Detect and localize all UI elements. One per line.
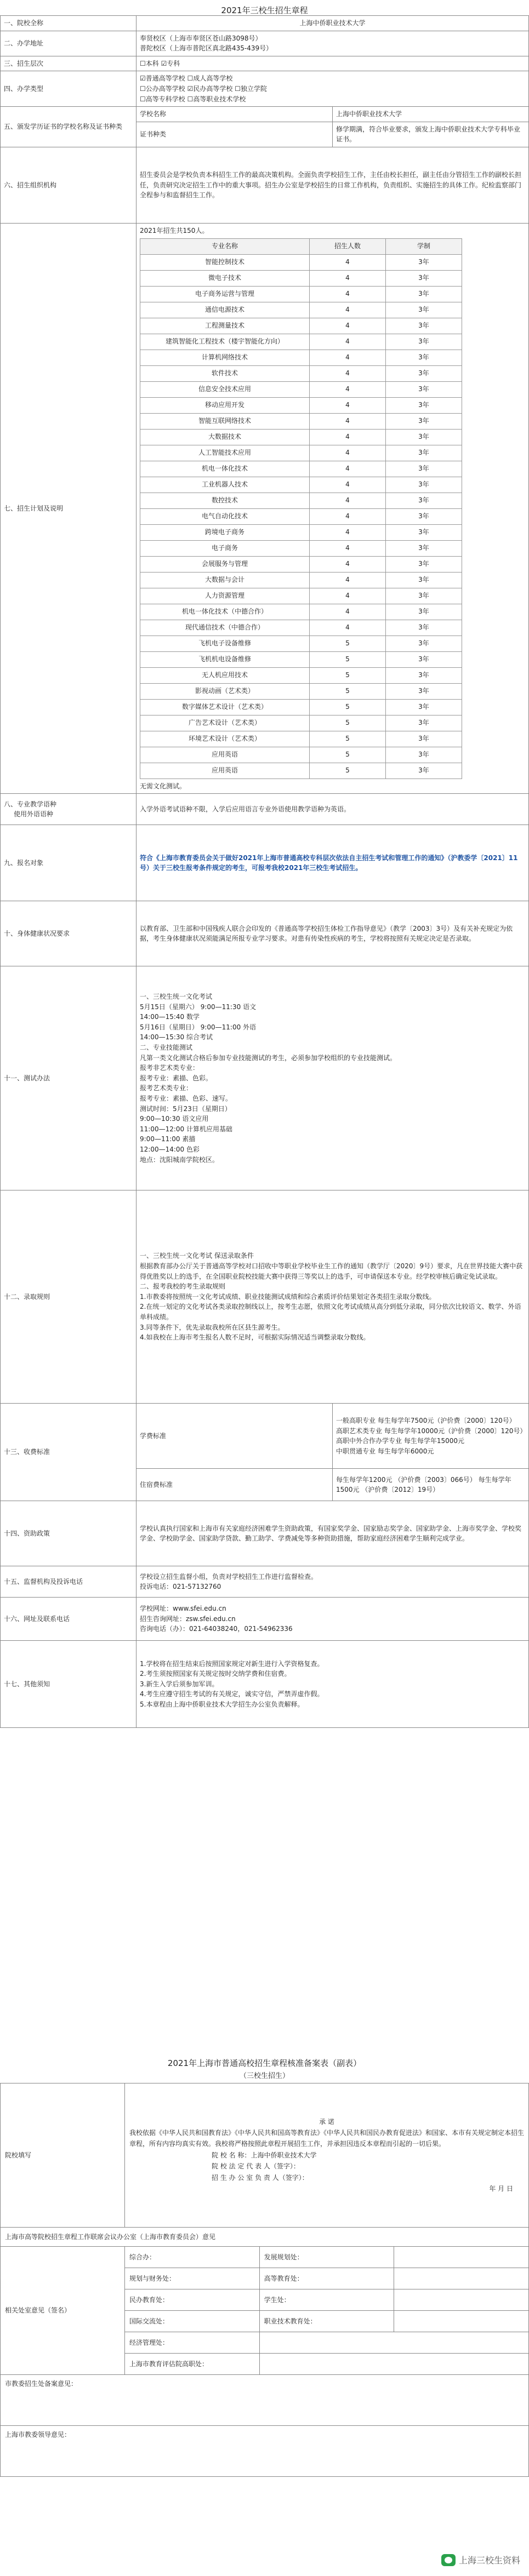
type-value bbox=[136, 71, 529, 107]
test-line: 地点：沈阳城南学院校区。 bbox=[140, 1155, 219, 1164]
major-name-cell: 机电一体化技术（中德合作） bbox=[140, 604, 310, 620]
plan-cell bbox=[136, 223, 529, 793]
major-name-cell: 人工智能技术应用 bbox=[140, 445, 310, 461]
major-count-cell: 5 bbox=[310, 715, 386, 731]
stmt-label: 院校填写 bbox=[1, 2083, 125, 2228]
table-row bbox=[140, 620, 462, 636]
type-line: ☐公办高等学校 ☑民办高等学校 ☐独立学院 bbox=[140, 84, 267, 93]
test-line: 14:00—15:30 综合考试 bbox=[140, 1033, 213, 1041]
health-text: 以教育部、卫生部和中国残疾人联合会印发的《普通高等学校招生体检工作指导意见》（教学〔2003〕3号）及有关补充规定为依据，考生身体健康状况须能满足所报专业学习要求。对患有传染性疾病的考生，学校将按照有关规定决定是否录取。 bbox=[136, 901, 529, 966]
admit-line: 一、三校生统一文化考试 保送录取条件 bbox=[140, 1252, 254, 1260]
table-row bbox=[140, 461, 462, 477]
table-row bbox=[140, 302, 462, 318]
table-row bbox=[140, 286, 462, 302]
school-name-label: 一、院校全称 bbox=[1, 16, 136, 31]
major-name-cell: 数字媒体艺术设计（艺术类） bbox=[140, 699, 310, 715]
table-row bbox=[140, 270, 462, 286]
table-row bbox=[140, 397, 462, 413]
table-row bbox=[140, 540, 462, 556]
major-name-cell: 会展服务与管理 bbox=[140, 556, 310, 572]
test-label: 十一、测试办法 bbox=[1, 966, 136, 1190]
type-line: ☐高等专科学校 ☐高等职业技术学校 bbox=[140, 95, 246, 103]
majors-header-name: 专业名称 bbox=[140, 238, 310, 254]
test-line: 凡第一类文化测试合格后参加专业技能测试的考生，必须参加学校组织的专业技能测试。 bbox=[140, 1054, 397, 1062]
cert-school-label: 学校名称 bbox=[136, 107, 333, 122]
major-count-cell: 4 bbox=[310, 508, 386, 524]
dept-right: 高等教育处： bbox=[259, 2268, 394, 2289]
table-row bbox=[140, 556, 462, 572]
major-name-cell: 飞机机电设备维修 bbox=[140, 651, 310, 667]
major-name-cell: 环境艺术设计（艺术类） bbox=[140, 731, 310, 747]
cert-label: 五、颁发学历证书的学校名称及证书种类 bbox=[1, 107, 136, 147]
major-name-cell: 建筑智能化工程技术（楼宇智能化方向） bbox=[140, 334, 310, 350]
aid-label: 十四、资助政策 bbox=[1, 1501, 136, 1566]
watermark-text: 上海三校生资料 bbox=[458, 2555, 520, 2566]
address-label: 二、办学地址 bbox=[1, 31, 136, 56]
major-name-cell: 工程测量技术 bbox=[140, 318, 310, 334]
major-name-cell: 应用英语 bbox=[140, 747, 310, 763]
major-years-cell: 3年 bbox=[386, 731, 462, 747]
major-count-cell: 4 bbox=[310, 365, 386, 381]
major-years-cell: 3年 bbox=[386, 572, 462, 588]
target-text: 符合《上海市教育委员会关于做好2021年上海市普通高校专科层次依法自主招生考试和管理工作的通知》（沪教委学〔2021〕11号）关于三校生报考条件规定的考生，可报考我校2021年三校生考试招生。 bbox=[136, 825, 529, 901]
major-years-cell: 3年 bbox=[386, 620, 462, 636]
major-name-cell: 应用英语 bbox=[140, 763, 310, 778]
major-count-cell: 5 bbox=[310, 667, 386, 683]
major-years-cell: 3年 bbox=[386, 636, 462, 651]
complaint-label: 十五、监督机构及投诉电话 bbox=[1, 1566, 136, 1598]
major-years-cell: 3年 bbox=[386, 683, 462, 699]
major-name-cell: 电子商务 bbox=[140, 540, 310, 556]
major-count-cell: 4 bbox=[310, 461, 386, 477]
major-count-cell: 4 bbox=[310, 270, 386, 286]
fee-tuition-label: 学费标准 bbox=[136, 1404, 333, 1469]
major-years-cell: 3年 bbox=[386, 270, 462, 286]
major-count-cell: 5 bbox=[310, 763, 386, 778]
major-years-cell: 3年 bbox=[386, 556, 462, 572]
test-line: 9:00—11:00 素描 bbox=[140, 1135, 196, 1143]
other-label: 十七、其他须知 bbox=[1, 1641, 136, 1728]
major-count-cell: 5 bbox=[310, 699, 386, 715]
major-name-cell: 机电一体化技术 bbox=[140, 461, 310, 477]
table-row bbox=[140, 636, 462, 651]
admit-line: 4.如我校在上海市考生报名人数不足时，可根据实际情况适当调整录取分数线。 bbox=[140, 1333, 370, 1342]
other-line: 2.考生须按照国家有关规定按时交纳学费和住宿费。 bbox=[140, 1670, 291, 1678]
table-row bbox=[140, 477, 462, 493]
dept-right: 发展规划处： bbox=[259, 2247, 394, 2268]
major-years-cell: 3年 bbox=[386, 286, 462, 302]
admit-line: 根据教育部办公厅关于普通高等学校对口招收中等职业学校毕业生工作的通知（教学厅〔2020〕9号）要求，凡在世界技能大赛中获得优胜奖以上的选手，在全国职业院校技能大赛中获得三等奖以上的选手，可申请保送本专业。经学校审核后确定免试录取。 bbox=[140, 1262, 523, 1280]
appendix-table bbox=[0, 2083, 529, 2477]
major-years-cell: 3年 bbox=[386, 461, 462, 477]
review-label: 上海市高等院校招生章程工作联席会议办公室（上海市教育委员会）意见 bbox=[1, 2228, 529, 2247]
contact-cell: 学校网址：www.sfei.edu.cn 招生咨询网址：zsw.sfei.edu.cn 咨询电话（办）：021-64038240，021-54962336 bbox=[136, 1598, 529, 1641]
test-line: 报考专业：素描、色彩。 bbox=[140, 1074, 213, 1082]
table-row bbox=[140, 318, 462, 334]
major-name-cell: 跨境电子商务 bbox=[140, 524, 310, 540]
major-count-cell: 4 bbox=[310, 350, 386, 365]
major-years-cell: 3年 bbox=[386, 524, 462, 540]
major-years-cell: 3年 bbox=[386, 413, 462, 429]
table-row bbox=[140, 588, 462, 604]
test-line: 一、三校生统一文化考试 bbox=[140, 993, 213, 1001]
dept-right: 职业技术教育处： bbox=[259, 2311, 394, 2332]
major-years-cell: 3年 bbox=[386, 254, 462, 270]
admit-line: 1.市教委将按照统一文化考试成绩、职业技能测试成绩和综合素质评价结果划定各类招生录取分数线。 bbox=[140, 1292, 436, 1301]
appendix-title: 2021年上海市普通高校招生章程核准备案表（副表） bbox=[167, 2058, 362, 2068]
major-years-cell: 3年 bbox=[386, 588, 462, 604]
fee-dorm-label: 住宿费标准 bbox=[136, 1469, 333, 1501]
cert-type-label: 证书种类 bbox=[136, 122, 333, 147]
table-row bbox=[140, 699, 462, 715]
majors-header-years: 学制 bbox=[386, 238, 462, 254]
major-count-cell: 4 bbox=[310, 445, 386, 461]
major-years-cell: 3年 bbox=[386, 604, 462, 620]
major-count-cell: 4 bbox=[310, 334, 386, 350]
lang-label: 八、专业教学语种 使用外语语种 bbox=[1, 794, 136, 825]
major-years-cell: 3年 bbox=[386, 477, 462, 493]
contact-label: 十六、网址及联系电话 bbox=[1, 1598, 136, 1641]
plan-intro: 2021年招生共150人。 bbox=[140, 226, 209, 234]
major-count-cell: 4 bbox=[310, 620, 386, 636]
watermark-logo bbox=[441, 2554, 520, 2566]
major-years-cell: 3年 bbox=[386, 445, 462, 461]
major-name-cell: 广告艺术设计（艺术类） bbox=[140, 715, 310, 731]
major-count-cell: 4 bbox=[310, 397, 386, 413]
test-line: 5月15日（星期六） 9:00—11:30 语文 bbox=[140, 1003, 257, 1011]
major-years-cell: 3年 bbox=[386, 429, 462, 445]
test-line: 二、专业技能测试 bbox=[140, 1044, 193, 1052]
dept-left: 国际交流处： bbox=[125, 2311, 260, 2332]
table-row bbox=[140, 254, 462, 270]
table-row bbox=[140, 429, 462, 445]
major-name-cell: 现代通信技术（中德合作） bbox=[140, 620, 310, 636]
document-title: 2021年三校生招生章程 bbox=[221, 5, 308, 15]
major-count-cell: 4 bbox=[310, 413, 386, 429]
level-label: 三、招生层次 bbox=[1, 56, 136, 71]
admit-line: 3.同等条件下，优先录取我校所在区县生源考生。 bbox=[140, 1323, 285, 1331]
table-row bbox=[140, 763, 462, 778]
major-count-cell: 4 bbox=[310, 572, 386, 588]
major-years-cell: 3年 bbox=[386, 747, 462, 763]
major-name-cell: 智能互联网络技术 bbox=[140, 413, 310, 429]
major-years-cell: 3年 bbox=[386, 318, 462, 334]
table-row bbox=[140, 413, 462, 429]
type-line: ☑普通高等学校 ☐成人高等学校 bbox=[140, 75, 233, 83]
major-years-cell: 3年 bbox=[386, 381, 462, 397]
admit-line: 二、报考我校的考生录取规则 bbox=[140, 1283, 226, 1291]
test-line: 9:00—10:30 语文应用 bbox=[140, 1115, 209, 1123]
major-name-cell: 飞机电子设备维修 bbox=[140, 636, 310, 651]
major-years-cell: 3年 bbox=[386, 667, 462, 683]
dept-left: 经济管理处： bbox=[125, 2332, 260, 2354]
major-name-cell: 大数据与会计 bbox=[140, 572, 310, 588]
dept-left: 民办教育处： bbox=[125, 2289, 260, 2311]
major-years-cell: 3年 bbox=[386, 715, 462, 731]
major-years-cell: 3年 bbox=[386, 334, 462, 350]
dept-left: 规划与财务处： bbox=[125, 2268, 260, 2289]
major-count-cell: 4 bbox=[310, 302, 386, 318]
address-line: 奉贤校区（上海市奉贤区苍山路3098号） bbox=[140, 34, 262, 42]
major-count-cell: 4 bbox=[310, 604, 386, 620]
major-count-cell: 4 bbox=[310, 540, 386, 556]
test-line: 报考艺术类专业： bbox=[140, 1084, 193, 1092]
other-cell bbox=[136, 1641, 529, 1728]
other-line: 5.本章程由上海中侨职业技术大学招生办公室负责解释。 bbox=[140, 1701, 304, 1709]
major-years-cell: 3年 bbox=[386, 493, 462, 508]
table-row bbox=[140, 683, 462, 699]
table-row bbox=[140, 731, 462, 747]
target-label: 九、报名对象 bbox=[1, 825, 136, 901]
major-years-cell: 3年 bbox=[386, 350, 462, 365]
org-text: 招生委员会是学校负责本科招生工作的最高决策机构。全面负责学校招生工作，主任由校长担任，副主任由分管招生工作的副校长担任，负责研究决定招生工作中的重大事项。招生办公室是学校招生的日常工作机构，负责组织、实施招生的具体工作。纪检监察部门全程参与和监督招生工作。 bbox=[136, 147, 529, 223]
table-row bbox=[140, 381, 462, 397]
plan-label: 七、招生计划及说明 bbox=[1, 223, 136, 793]
lang-text: 入学外语考试语种不限，入学后应用语言专业外语使用教学语种为英语。 bbox=[136, 794, 529, 825]
major-count-cell: 4 bbox=[310, 477, 386, 493]
major-years-cell: 3年 bbox=[386, 397, 462, 413]
level-value: ☐本科 ☑专科 bbox=[136, 56, 529, 71]
major-name-cell: 电气自动化技术 bbox=[140, 508, 310, 524]
major-name-cell: 大数据技术 bbox=[140, 429, 310, 445]
major-count-cell: 4 bbox=[310, 429, 386, 445]
major-name-cell: 数控技术 bbox=[140, 493, 310, 508]
table-row bbox=[140, 493, 462, 508]
table-row bbox=[140, 604, 462, 620]
major-count-cell: 4 bbox=[310, 556, 386, 572]
other-line: 3.新生入学后须参加军训。 bbox=[140, 1680, 219, 1688]
major-count-cell: 4 bbox=[310, 588, 386, 604]
major-count-cell: 4 bbox=[310, 318, 386, 334]
table-row bbox=[140, 508, 462, 524]
stmt-cell: 承 诺 我校依据《中华人民共和国教育法》《中华人民共和国高等教育法》《中华人民共和国民办教育促进法》和国家、本市有关规定制定本招生章程，所有内容均真实有效。我校将严格按照此章程开展招生工作，并承担因违反本章程而引起的一切后果。 院 校 名 称：上海中侨职业技术大学 院 校 法 定 代 表 人（签字）： 招 生 办 公 室 负 责 人（签字）： 年 月 日 bbox=[125, 2083, 529, 2228]
fee-label: 十三、收费标准 bbox=[1, 1404, 136, 1501]
health-label: 十、身体健康状况要求 bbox=[1, 901, 136, 966]
table-row bbox=[140, 524, 462, 540]
table-row bbox=[140, 350, 462, 365]
dept-left: 上海市教育评估院高职处： bbox=[125, 2354, 260, 2375]
major-count-cell: 4 bbox=[310, 524, 386, 540]
fee-dorm-value: 每生每学年1200元 （沪价费〔2003〕066号） 每生每学年1500元 （沪价费〔2012〕19号） bbox=[333, 1469, 529, 1501]
test-line: 14:00—15:40 数学 bbox=[140, 1013, 200, 1021]
major-name-cell: 软件技术 bbox=[140, 365, 310, 381]
dept-label: 相关处室意见（签名） bbox=[1, 2247, 125, 2375]
major-name-cell: 电子商务运营与管理 bbox=[140, 286, 310, 302]
major-count-cell: 4 bbox=[310, 286, 386, 302]
major-name-cell: 智能控制技术 bbox=[140, 254, 310, 270]
org-label: 六、招生组织机构 bbox=[1, 147, 136, 223]
major-years-cell: 3年 bbox=[386, 302, 462, 318]
table-row bbox=[140, 667, 462, 683]
address-line: 普陀校区（上海市普陀区真北路435-439号） bbox=[140, 44, 273, 53]
admit-line: 2.在统一划定的文化考试各类录取控制线以上，按考生志愿，依照文化考试成绩从高分到低分录取，同分依次比较语文、数学、外语单科成绩。 bbox=[140, 1303, 521, 1321]
table-row bbox=[140, 572, 462, 588]
major-name-cell: 人力资源管理 bbox=[140, 588, 310, 604]
major-count-cell: 4 bbox=[310, 254, 386, 270]
major-count-cell: 5 bbox=[310, 683, 386, 699]
other-line: 4.考生应遵守招生考试的有关规定，诚实守信，严禁弄虚作假。 bbox=[140, 1690, 324, 1698]
majors-header-count: 招生人数 bbox=[310, 238, 386, 254]
major-years-cell: 3年 bbox=[386, 763, 462, 778]
admit-cell bbox=[136, 1190, 529, 1404]
major-years-cell: 3年 bbox=[386, 651, 462, 667]
major-years-cell: 3年 bbox=[386, 699, 462, 715]
table-row bbox=[140, 445, 462, 461]
test-cell bbox=[136, 966, 529, 1190]
test-line: 报考专业：素描、色彩、速写。 bbox=[140, 1095, 232, 1103]
complaint-cell: 学校设立招生监督小组，负责对学校招生工作进行监督检查。 投诉电话：021-57132760 bbox=[136, 1566, 529, 1598]
major-name-cell: 通信电源技术 bbox=[140, 302, 310, 318]
major-name-cell: 影视动画（艺术类） bbox=[140, 683, 310, 699]
major-name-cell: 工业机器人技术 bbox=[140, 477, 310, 493]
major-count-cell: 5 bbox=[310, 651, 386, 667]
table-row bbox=[140, 715, 462, 731]
test-line: 12:00—14:00 色彩 bbox=[140, 1145, 200, 1153]
table-row bbox=[140, 651, 462, 667]
type-label: 四、办学类型 bbox=[1, 71, 136, 107]
test-line: 报考非艺术类专业： bbox=[140, 1064, 200, 1072]
major-name-cell: 微电子技术 bbox=[140, 270, 310, 286]
dept-right: 学生处： bbox=[259, 2289, 394, 2311]
test-line: 11:00—12:00 计算机应用基础 bbox=[140, 1125, 232, 1133]
table-row bbox=[140, 334, 462, 350]
cert-school-value: 上海中侨职业技术大学 bbox=[333, 107, 529, 122]
aid-text: 学校认真执行国家和上海市有关家庭经济困难学生资助政策，有国家奖学金、国家励志奖学金、国家助学金、上海市奖学金、学校奖学金、学校助学金、国家助学贷款、勤工助学、学费减免等多种资助措施，帮助家庭经济困难学生顺利完成学业。 bbox=[136, 1501, 529, 1566]
table-row bbox=[140, 747, 462, 763]
address-value bbox=[136, 31, 529, 56]
leader-opinion: 上海市教委领导意见： bbox=[1, 2426, 529, 2477]
table-row bbox=[140, 365, 462, 381]
major-count-cell: 5 bbox=[310, 636, 386, 651]
test-line: 5月16日（星期日） 9:00—11:00 外语 bbox=[140, 1023, 257, 1031]
major-years-cell: 3年 bbox=[386, 540, 462, 556]
cert-type-value: 修学期满，符合毕业要求，颁发上海中侨职业技术大学专科毕业证书。 bbox=[333, 122, 529, 147]
major-count-cell: 4 bbox=[310, 493, 386, 508]
major-years-cell: 3年 bbox=[386, 508, 462, 524]
major-name-cell: 计算机网络技术 bbox=[140, 350, 310, 365]
major-count-cell: 5 bbox=[310, 747, 386, 763]
major-years-cell: 3年 bbox=[386, 365, 462, 381]
office-opinion: 市教委招生处备案意见： bbox=[1, 2375, 529, 2426]
appendix-subtitle: （三校生招生） bbox=[239, 2072, 289, 2080]
other-line: 1.学校将在招生结束后按照国家规定对新生进行入学资格复查。 bbox=[140, 1659, 324, 1668]
wechat-icon bbox=[441, 2554, 456, 2566]
major-name-cell: 无人机应用技术 bbox=[140, 667, 310, 683]
charter-table bbox=[0, 15, 529, 1728]
fee-tuition-value: 一般高职专业 每生每学年7500元（沪价费〔2000〕120号） 高职艺术类专业 每生每学年10000元（沪价费〔2000〕120号） 高职中外合作办学专业 每生每学年15000元 中职贯通专业 每生每学年6000元 bbox=[333, 1404, 529, 1469]
major-name-cell: 信息安全技术应用 bbox=[140, 381, 310, 397]
school-name-value: 上海中侨职业技术大学 bbox=[136, 16, 529, 31]
major-count-cell: 5 bbox=[310, 731, 386, 747]
major-name-cell: 移动应用开发 bbox=[140, 397, 310, 413]
major-count-cell: 4 bbox=[310, 381, 386, 397]
dept-left: 综合办： bbox=[125, 2247, 260, 2268]
admit-label: 十二、录取规则 bbox=[1, 1190, 136, 1404]
plan-note: 无需文化测试。 bbox=[140, 782, 186, 790]
test-line: 测试时间：5月23日（星期日） bbox=[140, 1104, 231, 1113]
majors-table bbox=[140, 238, 462, 779]
